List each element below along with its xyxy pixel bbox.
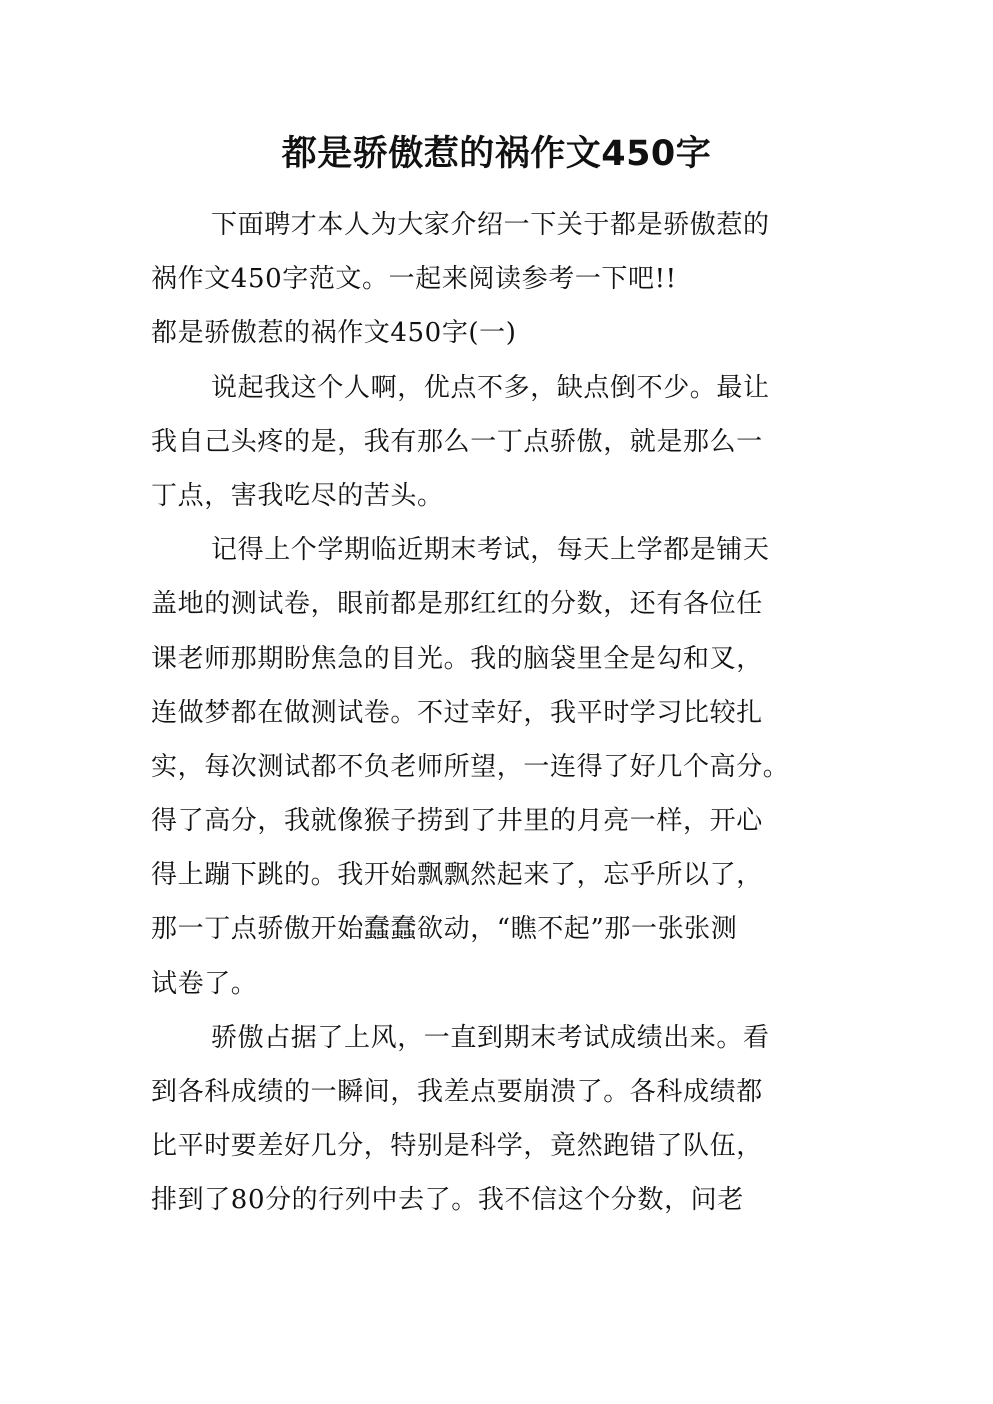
text-line: 试卷了。 <box>151 968 258 999</box>
section-heading: 都是骄傲惹的祸作文450字(一) <box>151 318 517 349</box>
text-line: 到各科成绩的一瞬间，我差点要崩溃了。各科成绩都 <box>151 1077 763 1107</box>
text-line: 说起我这个人啊，优点不多，缺点倒不少。最让 <box>211 372 770 403</box>
text-line: 那一丁点骄傲开始蠢蠢欲动，“瞧不起”那一张张测 <box>151 914 738 945</box>
text-line: 记得上个学期临近期末考试，每天上学都是铺天 <box>211 535 770 566</box>
text-line: 实，每次测试都不负老师所望，一连得了好几个高分。 <box>151 751 790 782</box>
text-line: 下面聘才本人为大家介绍一下关于都是骄傲惹的 <box>211 210 770 240</box>
text-line: 得了高分，我就像猴子捞到了井里的月亮一样，开心 <box>151 806 763 837</box>
text-line: 比平时要差好几分，特别是科学，竟然跑错了队伍， <box>151 1131 763 1162</box>
text-line: 丁点，害我吃尽的苦头。 <box>151 480 444 511</box>
document-body <box>151 198 863 1228</box>
text-line: 排到了80分的行列中去了。我不信这个分数，问老 <box>151 1185 744 1216</box>
text-line: 骄傲占据了上风，一直到期末考试成绩出来。看 <box>211 1022 770 1053</box>
text-line: 我自己头疼的是，我有那么一丁点骄傲，就是那么一 <box>151 426 763 457</box>
text-line: 课老师那期盼焦急的目光。我的脑袋里全是勾和叉， <box>151 643 763 674</box>
text-line: 盖地的测试卷，眼前都是那红红的分数，还有各位任 <box>151 589 763 620</box>
text-line: 连做梦都在做测试卷。不过幸好，我平时学习比较扎 <box>151 697 763 728</box>
document-title: 都是骄傲惹的祸作文450字 <box>281 134 712 174</box>
text-line: 得上蹦下跳的。我开始飘飘然起来了，忘乎所以了， <box>151 860 763 891</box>
text-line: 祸作文450字范文。一起来阅读参考一下吧!! <box>151 264 677 295</box>
